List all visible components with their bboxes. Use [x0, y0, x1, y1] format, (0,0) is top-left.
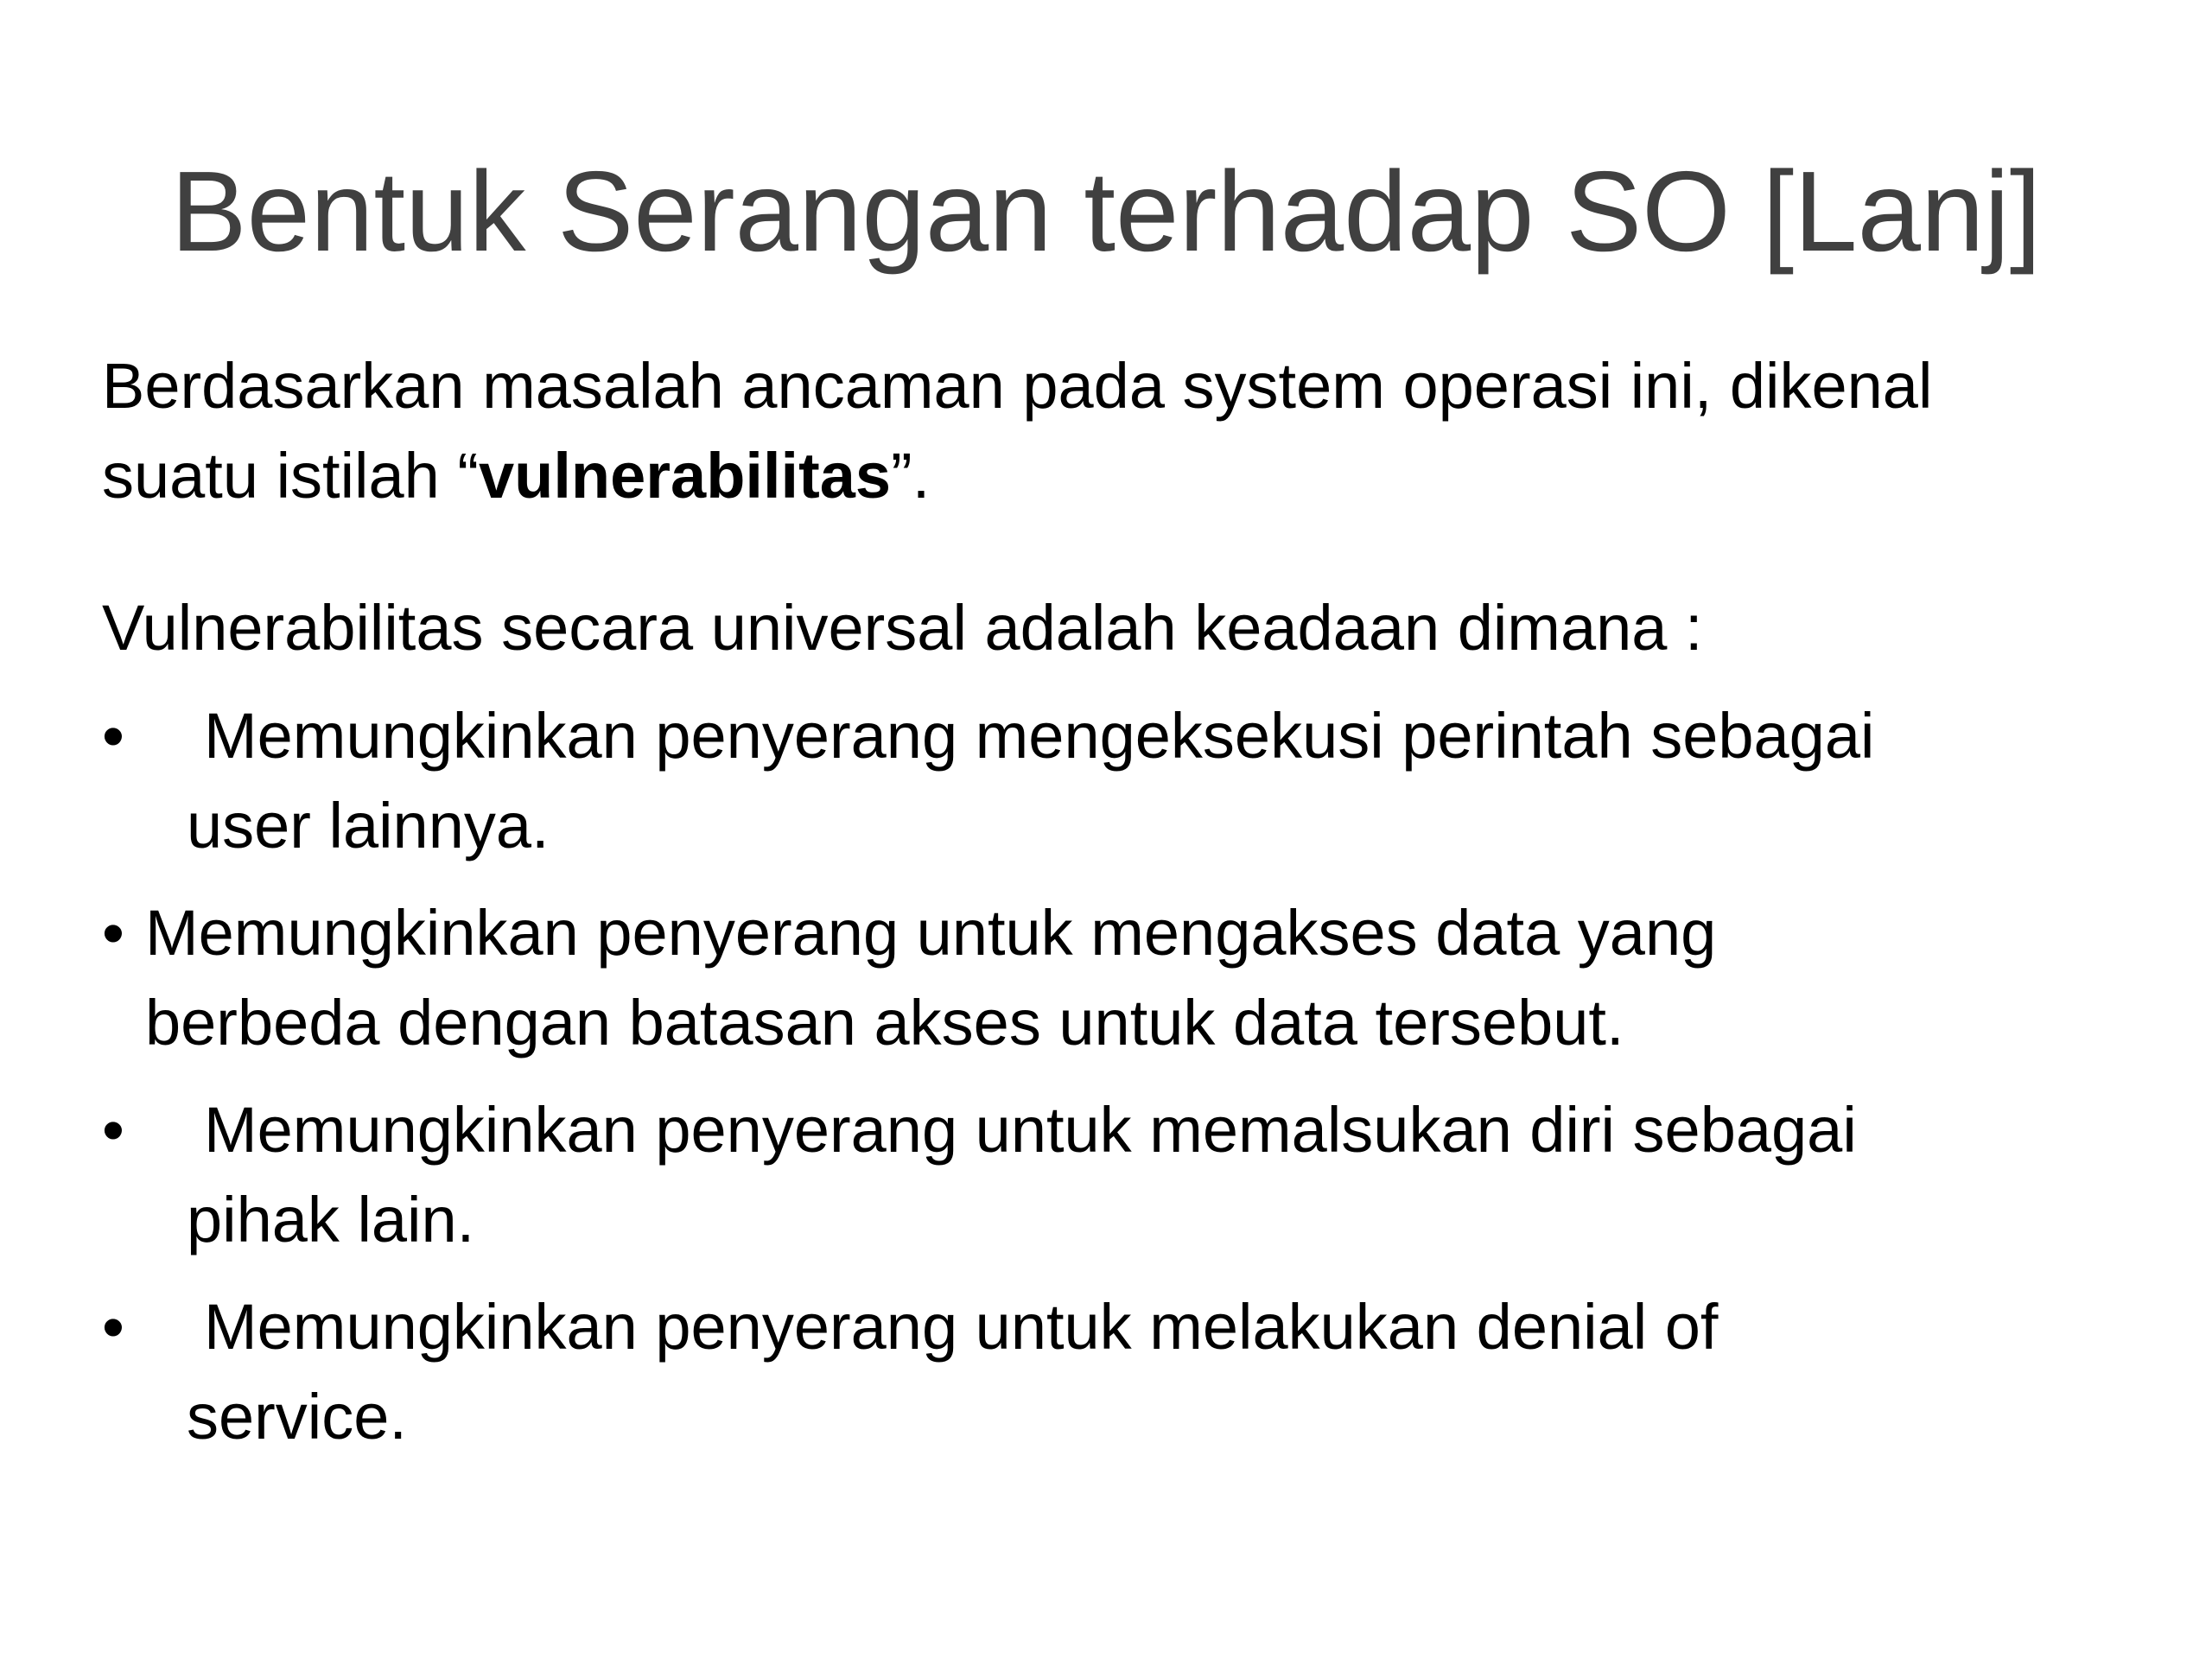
slide-title: Bentuk Serangan terhadap SO [Lanj] — [170, 148, 2042, 275]
bullet-line-1: Memungkinkan penyerang untuk mengakses data yang — [145, 897, 1717, 969]
bullet-item — [102, 1282, 2089, 1462]
bullet-icon: • — [102, 1094, 124, 1166]
bullet-icon: • — [102, 1291, 124, 1363]
bullet-item — [102, 691, 2089, 871]
intro-line-1: Berdasarkan masalah ancaman pada system operasi ini, dikenal — [102, 350, 1933, 422]
bullet-line-2: pihak lain. — [187, 1184, 475, 1255]
bullet-icon: • — [102, 897, 124, 969]
bullet-icon: • — [102, 700, 124, 772]
intro-line-2-suffix: ”. — [891, 440, 931, 512]
bullet-line-2: service. — [187, 1381, 407, 1452]
lead-sentence: Vulnerabilitas secara universal adalah keadaan dimana : — [102, 592, 1703, 664]
bullet-line-1: Memungkinkan penyerang untuk memalsukan diri sebagai — [204, 1094, 1857, 1166]
bullet-line-1: Memungkinkan penyerang untuk melakukan denial of — [204, 1291, 1719, 1363]
intro-term-bold: vulnerabilitas — [478, 440, 892, 512]
bullet-line-1: Memungkinkan penyerang mengeksekusi perintah sebagai — [204, 700, 1875, 772]
bullet-item — [102, 888, 2089, 1068]
bullet-line-2: berbeda dengan batasan akses untuk data tersebut. — [145, 987, 1624, 1058]
intro-paragraph — [102, 341, 2089, 521]
bullet-item — [102, 1085, 2089, 1265]
bullet-line-2: user lainnya. — [187, 790, 550, 861]
intro-line-2-prefix: suatu istilah “ — [102, 440, 479, 512]
